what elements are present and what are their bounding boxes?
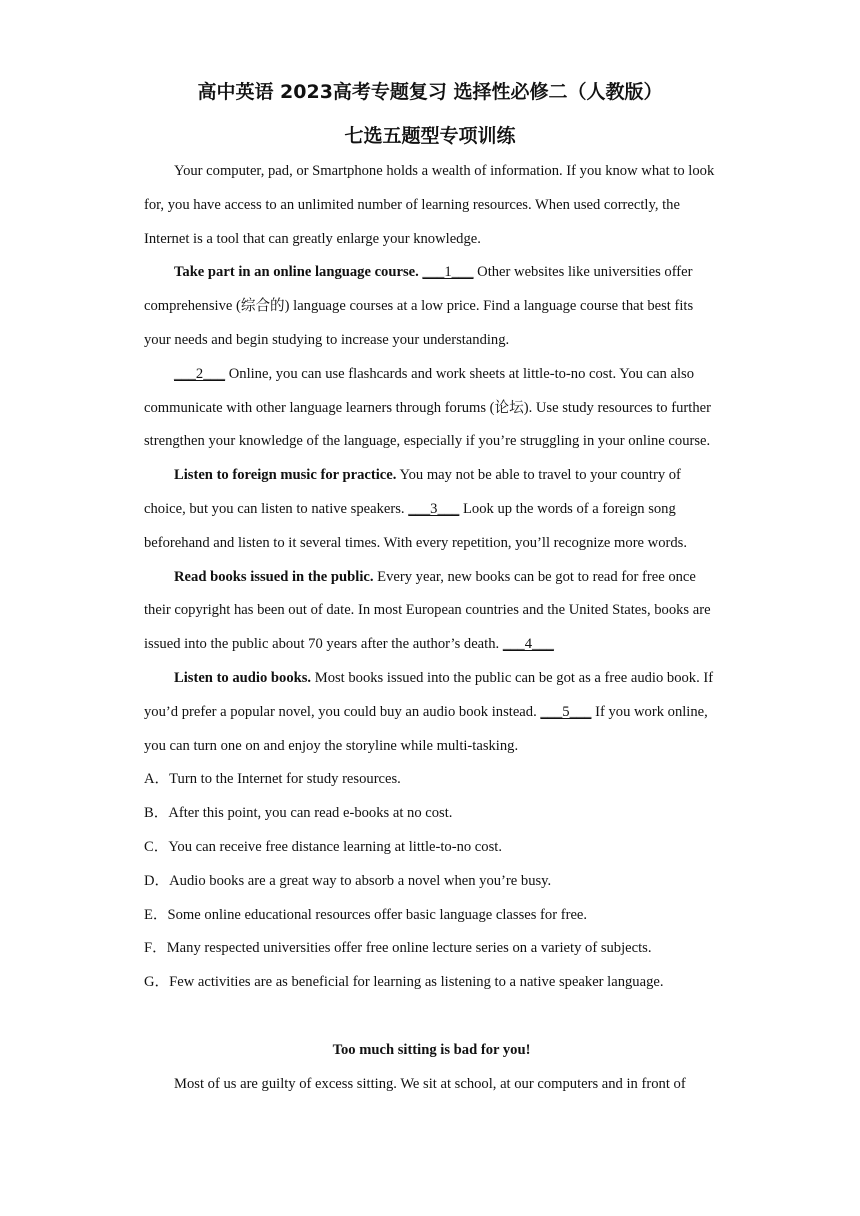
paragraph-audio-books <box>144 662 719 763</box>
paragraph-text: You may not be able to travel to your country of choice, but you can listen to native speakers. <box>144 467 681 517</box>
option-g[interactable]: G．Few activities are as beneficial for learning as listening to a native speaker language. <box>144 974 664 991</box>
topic-sentence: Listen to foreign music for practice. <box>174 467 397 484</box>
blank-3[interactable]: ___3___ <box>408 500 460 517</box>
option-a[interactable]: A．Turn to the Internet for study resources. <box>144 771 401 788</box>
paragraph-language-course <box>144 256 719 357</box>
option-d[interactable]: D．Audio books are a great way to absorb a novel when you’re busy. <box>144 872 552 889</box>
paragraph-foreign-music <box>144 459 719 560</box>
paragraph-text: If you work online, you can turn one on and enjoy the storyline while multi-tasking. <box>144 703 708 754</box>
paragraph-public-books <box>144 561 719 662</box>
blank-2[interactable]: ___2___ <box>174 365 226 382</box>
option-c[interactable]: C．You can receive free distance learning at little-to-no cost. <box>144 838 502 855</box>
document-body <box>144 155 719 1101</box>
paragraph-text: Most books issued into the public can be got as a free audio book. If you’d prefer a popular novel, you could buy an audio book instead. <box>144 669 714 720</box>
option-b[interactable]: B．After this point, you can read e-books at no cost. <box>144 805 453 822</box>
paragraph-text: Other websites like universities offer comprehensive (综合的) language courses at a low price. Find a language course that best fits your needs and begin studying to increase your understanding. <box>144 264 694 348</box>
paragraph-intro: Your computer, pad, or Smartphone holds a wealth of information. If you know what to look for, you have access to an unlimited number of learning resources. When used correctly, the Internet is a tool that can greatly enlarge your knowledge. <box>144 163 715 247</box>
paragraph-study-resources <box>144 358 719 459</box>
paragraph-text: Every year, new books can be got to read for free once their copyright has been out of date. In most European countries and the United States, books are issued into the public about 70 years after the author’s death. <box>144 568 711 653</box>
paragraph-text: Online, you can use flashcards and work sheets at little-to-no cost. You can also communicate with other language learners through forums (论坛). Use study resources to further strengthen your knowledge of the language, especially if you’re struggling in your online course. <box>144 365 711 450</box>
page-subtitle: 七选五题型专项训练 <box>344 125 516 147</box>
blank-1[interactable]: ___1___ <box>422 264 474 281</box>
blank-4[interactable]: ___4___ <box>502 636 554 653</box>
paragraph-text: Look up the words of a foreign song beforehand and listen to it several times. With every repetition, you’ll recognize more words. <box>144 500 687 551</box>
topic-sentence: Take part in an online language course. <box>174 264 419 281</box>
passage-2-paragraph: Most of us are guilty of excess sitting. We sit at school, at our computers and in front of <box>174 1075 686 1092</box>
blank-5[interactable]: ___5___ <box>540 703 592 720</box>
option-f[interactable]: F．Many respected universities offer free online lecture series on a variety of subjects. <box>144 940 652 957</box>
passage-2-title: Too much sitting is bad for you! <box>332 1041 531 1058</box>
page-title: 高中英语 2023高考专题复习 选择性必修二（人教版） <box>197 81 663 103</box>
option-e[interactable]: E．Some online educational resources offer basic language classes for free. <box>144 906 588 923</box>
topic-sentence: Read books issued in the public. <box>174 568 374 585</box>
topic-sentence: Listen to audio books. <box>174 669 312 686</box>
